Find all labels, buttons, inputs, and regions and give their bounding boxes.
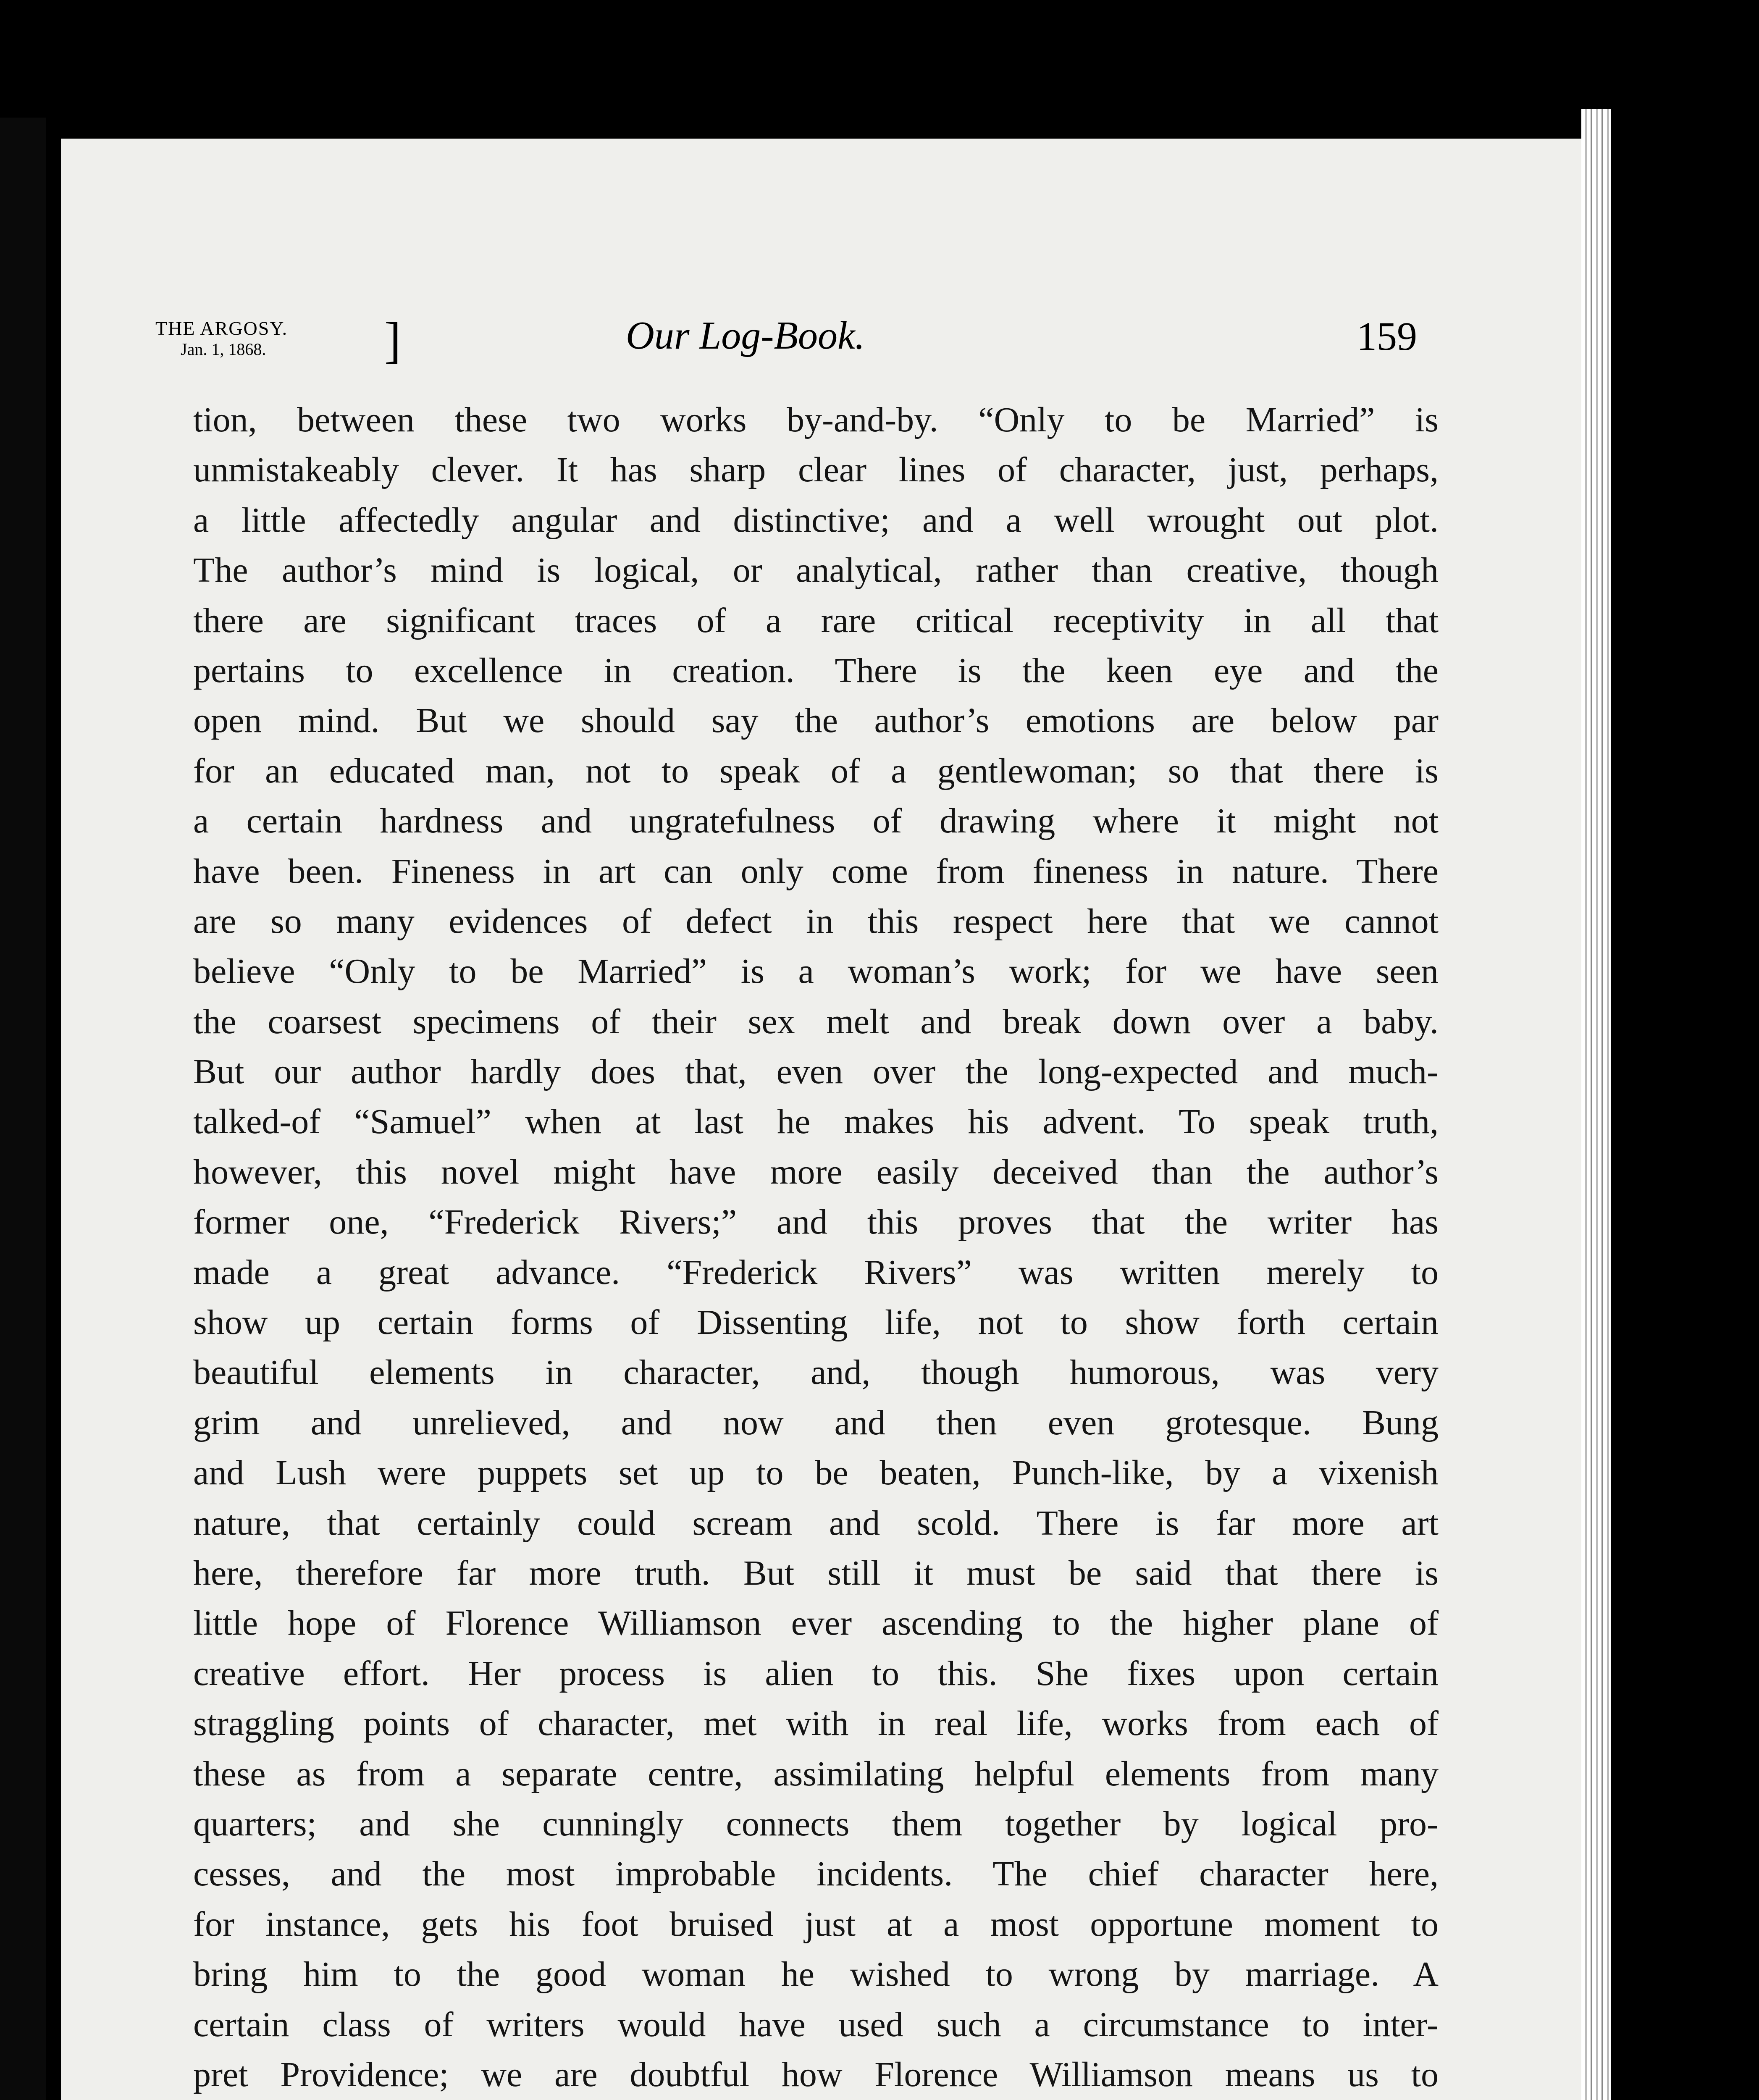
text-line: believe “Only to be Married” is a woman’s work; for we have seen — [193, 952, 1439, 991]
text-line: these as from a separate centre, assimilating helpful elements from many — [193, 1754, 1439, 1793]
text-line: certain class of writers would have used such a circumstance to inter- — [193, 2005, 1439, 2044]
running-title: Our Log-Book. — [626, 314, 865, 357]
text-line: pret Providence; we are doubtful how Florence Williamson means us to — [193, 2055, 1439, 2094]
page-number: 159 — [1357, 314, 1417, 359]
text-line: nature, that certainly could scream and scold. There is far more art — [193, 1503, 1439, 1543]
text-line: unmistakeably clever. It has sharp clear lines of character, just, perhaps, — [193, 450, 1439, 490]
facing-page-edge — [0, 118, 46, 2100]
text-line: have been. Fineness in art can only come from fineness in nature. There — [193, 851, 1439, 891]
text-line: pertains to excellence in creation. There is the keen eye and the — [193, 651, 1439, 690]
text-line: talked-of “Samuel” when at last he makes his advent. To speak truth, — [193, 1102, 1439, 1142]
body-text — [193, 395, 1439, 2100]
text-line: made a great advance. “Frederick Rivers” was written merely to — [193, 1252, 1439, 1292]
text-line: quarters; and she cunningly connects them together by logical pro- — [193, 1804, 1439, 1843]
issue-date: Jan. 1, 1868. — [181, 340, 266, 359]
text-line: here, therefore far more truth. But still it must be said that there is — [193, 1553, 1439, 1593]
text-line: grim and unrelieved, and now and then even grotesque. Bung — [193, 1403, 1439, 1442]
text-line: bring him to the good woman he wished to wrong by marriage. A — [193, 1955, 1439, 1994]
text-line: straggling points of character, met with in real life, works from each of — [193, 1704, 1439, 1743]
text-line: But our author hardly does that, even over the long-expected and much- — [193, 1052, 1439, 1092]
text-line: show up certain forms of Dissenting life, not to show forth certain — [193, 1303, 1439, 1342]
page-stack-edge — [1581, 109, 1611, 2100]
text-line: a little affectedly angular and distinctive; and a well wrought out plot. — [193, 500, 1439, 540]
journal-name: THE ARGOSY. — [155, 318, 288, 339]
text-line: little hope of Florence Williamson ever ascending to the higher plane of — [193, 1604, 1439, 1643]
text-line: however, this novel might have more easily deceived than the author’s — [193, 1152, 1439, 1192]
text-line: a certain hardness and ungratefulness of drawing where it might not — [193, 801, 1439, 841]
running-head-left — [155, 317, 407, 359]
text-line: the coarsest specimens of their sex melt and break down over a baby. — [193, 1002, 1439, 1041]
text-line: former one, “Frederick Rivers;” and this proves that the writer has — [193, 1202, 1439, 1242]
text-line: cesses, and the most improbable incidents. The chief character here, — [193, 1854, 1439, 1894]
text-line: beautiful elements in character, and, though humorous, was very — [193, 1353, 1439, 1392]
text-line: there are significant traces of a rare critical receptivity in all that — [193, 601, 1439, 640]
header-bracket: ] — [384, 312, 401, 368]
text-line: are so many evidences of defect in this respect here that we cannot — [193, 901, 1439, 941]
text-line: and Lush were puppets set up to be beaten, Punch-like, by a vixenish — [193, 1453, 1439, 1493]
text-line: creative effort. Her process is alien to this. She fixes upon certain — [193, 1654, 1439, 1693]
text-line: for instance, gets his foot bruised just at a most opportune moment to — [193, 1904, 1439, 1944]
text-line: for an educated man, not to speak of a gentlewoman; so that there is — [193, 751, 1439, 790]
text-line: The author’s mind is logical, or analytical, rather than creative, though — [193, 551, 1439, 590]
text-line: open mind. But we should say the author’s emotions are below par — [193, 701, 1439, 740]
text-line: tion, between these two works by-and-by. “Only to be Married” is — [193, 400, 1439, 439]
